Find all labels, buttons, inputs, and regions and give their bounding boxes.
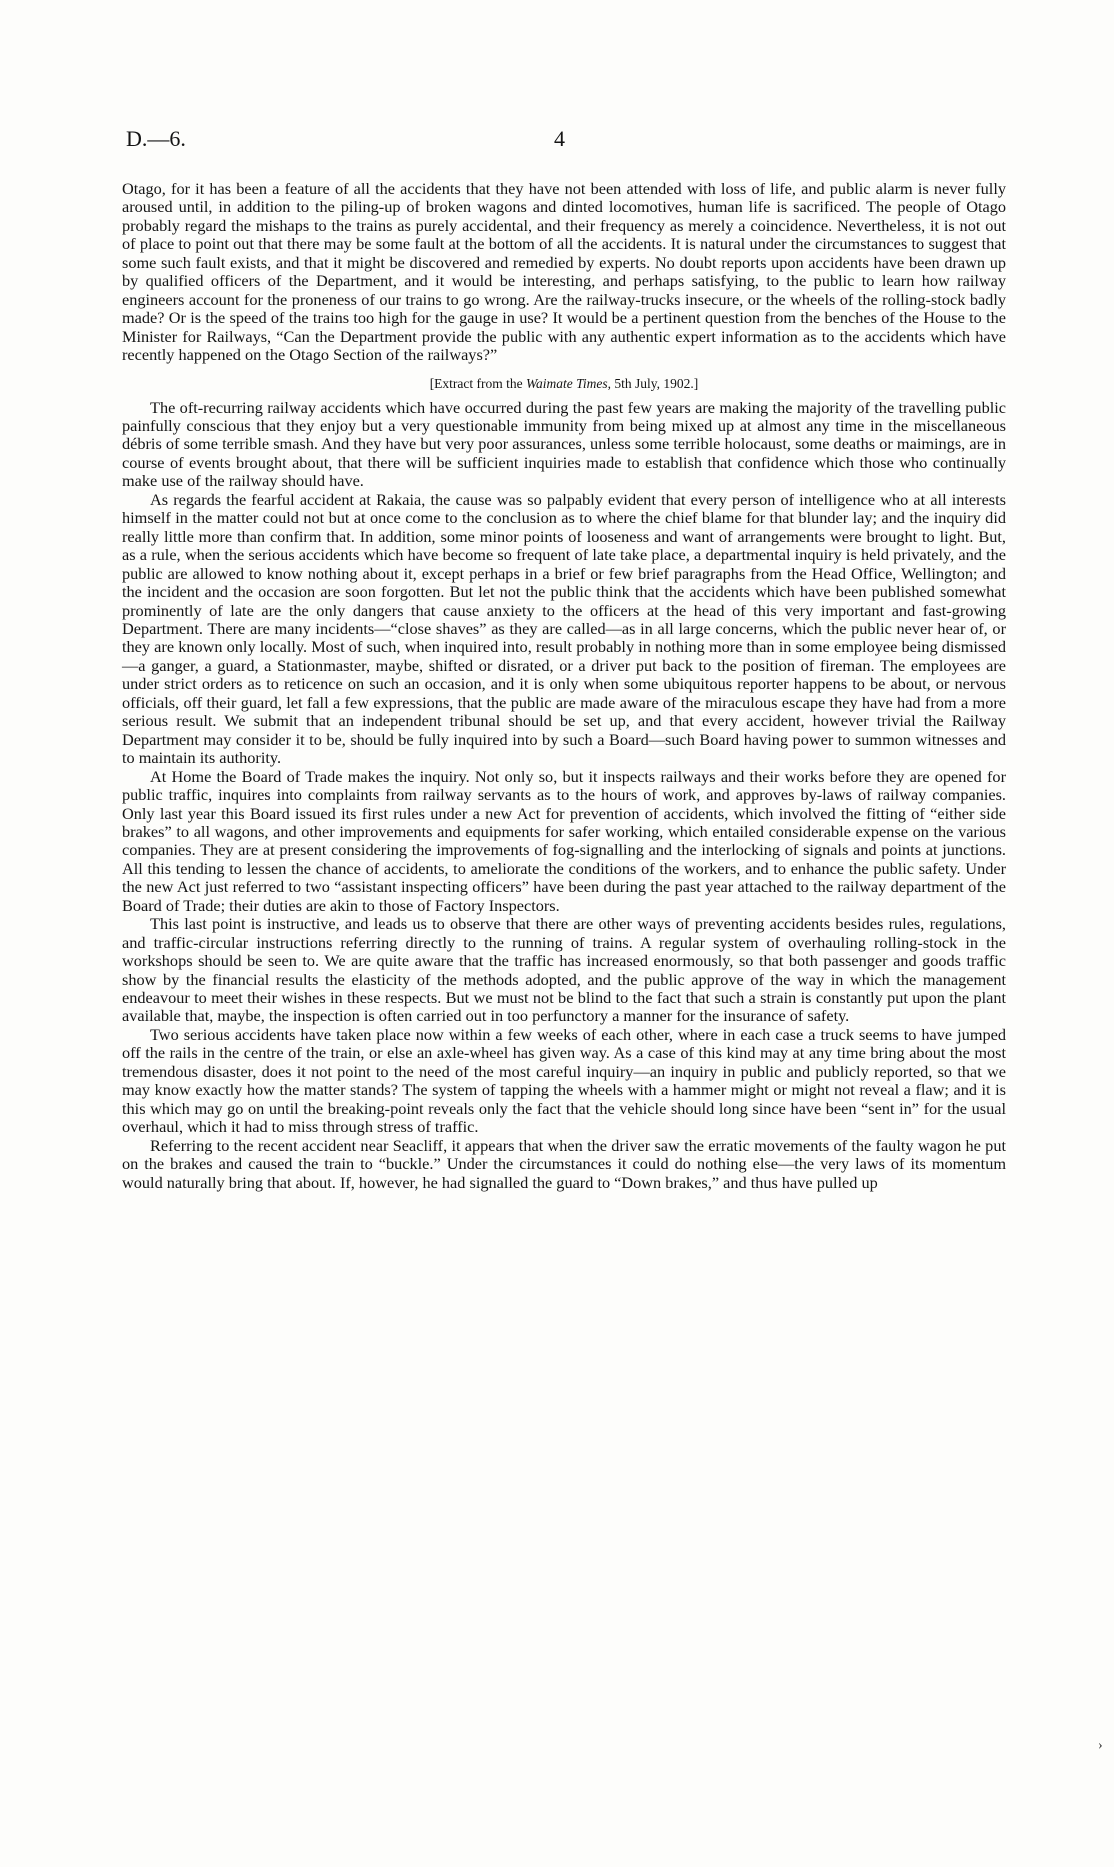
- page-number: 4: [554, 126, 565, 151]
- document-id: D.—6.: [126, 126, 186, 151]
- paragraph: As regards the fearful accident at Rakaia, the cause was so palpably evident that every person of intelligence who at all interests himself in the matter could not but at once come to the conclusion as to where the chief blame for that blunder lay; and the inquiry did really little more than confirm that. In addition, some minor points of looseness and want of arrangements were brought to light. But, as a rule, when the serious accidents which have become so frequent of late take place, a departmental inquiry is held privately, and the public are allowed to know nothing about it, except perhaps in a brief or few brief paragraphs from the Head Office, Wellington; and the incident and the occasion are soon forgotten. But let not the public think that the accidents which have been published somewhat prominently of late are the only dangers that cause anxiety to the officers at the head of this very important and fast-growing Department. There are many incidents—“close shaves” as they are called—as in all large concerns, which the public never hear of, or they are known only locally. Most of such, when inquired into, result probably in nothing more than in some employee being dismissed—a ganger, a guard, a Stationmaster, maybe, shifted or disrated, or a driver put back to the position of fireman. The employees are under strict orders as to reticence on such an occasion, and it is only when some ubiquitous reporter happens to be about, or nervous officials, off their guard, let fall a few expressions, that the public are made aware of the miraculous escape they have had from a more serious result. We submit that an independent tribunal should be set up, and that every accident, however trivial the Railway Department may consider it to be, should be fully inquired into by such a Board—such Board having power to summon witnesses and to maintain its authority.: [122, 489, 1006, 768]
- paragraph: Otago, for it has been a feature of all the accidents that they have not been attended with loss of life, and public alarm is never fully aroused until, in addition to the piling-up of broken wagons and dinted locomotives, human life is sacrificed. The people of Otago probably regard the mishaps to the trains as purely accidental, and their frequency as merely a coincidence. Nevertheless, it is not out of place to point out that there may be some fault at the bottom of all the accidents. It is natural under the circumstances to suggest that some such fault exists, and that it might be discovered and remedied by experts. No doubt reports upon accidents have been drawn up by qualified officers of the Department, and it would be interesting, and perhaps satisfying, to the public to learn how railway engineers account for the proneness of our trains to go wrong. Are the railway-trucks insecure, or the wheels of the rolling-stock badly made? Or is the speed of the trains too high for the gauge in use? It would be a pertinent question from the benches of the House to the Minister for Railways, “Can the Department provide the public with any authentic expert information as to the accidents which have recently happened on the Otago Section of the railways?”: [122, 179, 1006, 365]
- extract-paper-name: Waimate Times: [526, 375, 608, 391]
- extract-heading: [122, 376, 1006, 392]
- paragraph: Two serious accidents have taken place now within a few weeks of each other, where in each case a truck seems to have jumped off the rails in the centre of the train, or else an axle-wheel has given way. As a case of this kind may at any time bring about the most tremendous disaster, does it not point to the need of the most careful inquiry—an inquiry in public and publicly reported, so that we may know exactly how the matter stands? The system of tapping the wheels with a hammer might or might not reveal a flaw; and it is this which may go on until the breaking-point reveals only the fact that the vehicle should long since have been “sent in” for the usual overhaul, which it had to miss through stress of traffic.: [122, 1024, 1006, 1137]
- paragraph: The oft-recurring railway accidents which have occurred during the past few years are making the majority of the travelling public painfully conscious that they enjoy but a very questionable immunity from being mixed up at almost any time in the miscellaneous débris of some terrible smash. And they have but very poor assurances, unless some terrible holocaust, some deaths or maimings, are in course of events brought about, that there will be sufficient inquiries made to establish that confidence which those who continually make use of the railway should have.: [122, 397, 1006, 491]
- extract-prefix: [Extract from the: [429, 375, 527, 391]
- paragraph: At Home the Board of Trade makes the inquiry. Not only so, but it inspects railways and their works before they are opened for public traffic, inquires into complaints from railway servants as to the hours of work, and approves by-laws of railway companies. Only last year this Board issued its first rules under a new Act for prevention of accidents, which involved the fitting of “either side brakes” to all wagons, and other improvements and equipments for safer working, which entailed considerable expense on the various companies. They are at present considering the improvements of fog-signalling and the interlocking of signals and points at junctions. All this tending to lessen the chance of accidents, to ameliorate the conditions of the workers, and to enhance the public safety. Under the new Act just referred to two “assistant inspecting officers” have been during the past year attached to the railway department of the Board of Trade; their duties are akin to those of Factory Inspectors.: [122, 766, 1006, 915]
- paragraph: This last point is instructive, and leads us to observe that there are other ways of preventing accidents besides rules, regulations, and traffic-circular instructions referring directly to the running of trains. A regular system of overhauling rolling-stock in the workshops should be seen to. We are quite aware that the traffic has increased enormously, so that both passenger and goods traffic show by the financial results the elasticity of the methods adopted, and the public approve of the way in which the management endeavour to meet their wishes in these respects. But we must not be blind to the fact that such a strain is constantly put upon the plant available that, maybe, the inspection is often carried out in too perfunctory a manner for the insurance of safety.: [122, 914, 1006, 1026]
- scan-mark: ›: [1098, 1738, 1103, 1753]
- extract-suffix: , 5th July, 1902.]: [607, 375, 699, 391]
- body-text: [122, 180, 1006, 1192]
- paragraph: Referring to the recent accident near Seacliff, it appears that when the driver saw the erratic movements of the faulty wagon he put on the brakes and caused the train to “buckle.” Under the circumstances it could do nothing else—the very laws of its momentum would naturally bring that about. If, however, he had signalled the guard to “Down brakes,” and thus have pulled up: [122, 1135, 1006, 1192]
- page-header: [126, 126, 1006, 156]
